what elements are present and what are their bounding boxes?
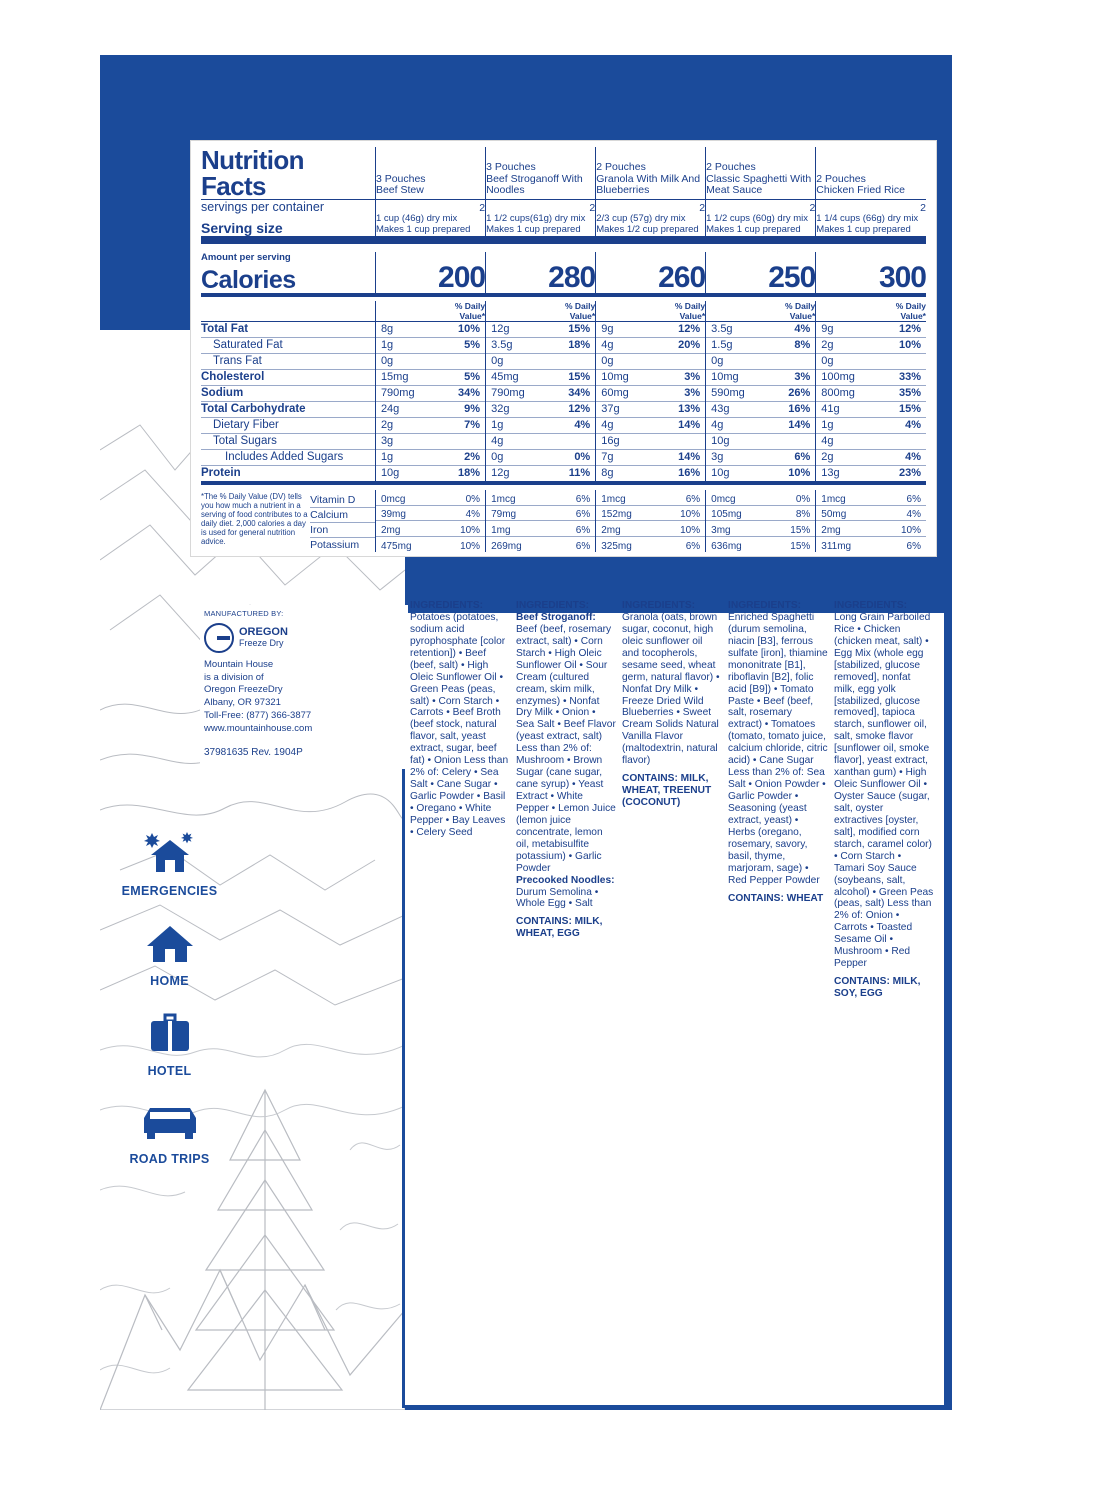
col3-servings: 2 [766,200,816,215]
value: 1mcg [816,490,876,505]
value: 1g [486,418,546,434]
pct [656,354,706,370]
ingredients-subheading: Beef Stroganoff: [516,611,596,623]
col0-pouches: 3 Pouches [375,172,426,185]
table-row [201,370,926,386]
value: 152mg [596,505,656,521]
col0-name: Beef Stew [375,184,424,197]
pct: 6% [546,537,596,552]
value: 0g [706,354,766,370]
value: 2g [375,418,435,434]
pct [656,434,706,450]
brand-name-sub: Freeze Dry [239,637,284,648]
column-header-1 [486,147,596,200]
road-trips-icon [138,1100,202,1144]
ingredients-body-2: Durum Semolina • Whole Egg • Salt [516,886,599,910]
value: 269mg [486,537,546,552]
value: 2mg [816,521,876,537]
icon-road-trips [112,1100,227,1166]
pct: 10% [656,521,706,537]
value: 1mcg [596,490,656,505]
table-row [201,434,926,450]
daily-value-footnote: *The % Daily Value (DV) tells you how much a nutrient in a serving of food contributes to a daily diet. 2,000 calories a day is used for general nutrition advice. [201,491,308,546]
value: 2mg [596,521,656,537]
value: 0g [486,450,546,466]
pct [546,434,596,450]
pct: 18% [458,467,481,480]
column-header-2 [596,147,706,200]
calories-label: Calories [201,265,296,294]
table-row [201,418,926,434]
ingredients-subheading-2: Precooked Noodles: [516,874,615,886]
icon-hotel [112,1010,227,1078]
pct: 12% [568,403,591,416]
pct: 18% [568,339,591,352]
value: 16g [596,434,656,450]
pct [436,354,486,370]
pct [876,354,926,370]
vitamin-name: Vitamin D [310,493,375,508]
value: 325mg [596,537,656,552]
pct: 10% [436,521,486,537]
value: 15mg [375,370,435,386]
icon-emergencies [112,830,227,898]
value: 8g [375,322,435,338]
address-line: is a division of [204,671,264,683]
address-line: Albany, OR 97321 [204,697,281,709]
pct: 3% [684,387,701,400]
col4-pouches: 2 Pouches [816,172,866,185]
value: 45mg [486,370,546,386]
value: 10mg [706,370,766,386]
table-row [201,402,926,418]
value: 10mg [596,370,656,386]
contains-statement: CONTAINS: MILK, SOY, EGG [834,976,921,999]
table-row [201,466,926,483]
value: 10g [706,466,766,483]
value: 3g [375,434,435,450]
value: 1mg [486,521,546,537]
col1-serving-size: 1 1/2 cups(61g) dry mix Makes 1 cup prepared [486,214,596,240]
pct: 5% [464,339,481,352]
icon-label-home: HOME [150,974,189,988]
pct: 7% [464,419,481,432]
ingredients-body: Enriched Spaghetti (durum semolina, niacin [B3], ferrous sulfate [iron], thiamine mononitrate [B1], riboflavin [B2], folic acid [B9]) • Tomato Paste • Beef (beef, salt, rosemary extract) • Tomatoes (tomato, tomato juice, calcium chloride, citric acid) • Cane Sugar Less than 2% of: Sea Salt • Onion Powder • Garlic Powder • Seasoning (yeast extract, yeast) • Herbs (oregano, rosemary, savory, basil, thyme, marjoram, sage) • Red Pepper Powder [728,611,828,886]
manufacturer-block [200,605,408,769]
ingredients-body: Granola (oats, brown sugar, coconut, high oleic sunflower oil and tocopherols, sesame seed, wheat germ, natural flavor) • Nonfat Dry Milk • Freeze Dried Wild Blueberries • Sweet Cream Solids Natural Vanilla Flavor (maltodextrin, natural flavor) [622,611,720,767]
pct: 12% [898,323,921,336]
value: 1g [375,338,435,354]
dv-header-2: % Daily Value* [674,300,706,321]
table-row [201,354,926,370]
value: 4g [816,434,876,450]
pct: 15% [568,323,591,336]
value: 13g [816,466,876,483]
value: 37g [596,402,656,418]
dv-header-4: % Daily Value* [895,300,926,321]
column-header-4 [816,147,926,200]
value: 4g [486,434,546,450]
nutrient-name: Trans Fat [213,355,262,368]
col3-pouches: 2 Pouches [706,160,756,173]
ingredients-column-beef-stroganoff [516,600,622,1000]
pct [876,434,926,450]
col3-calories: 250 [768,260,816,294]
pct: 3% [684,371,701,384]
nutrient-name: Total Sugars [213,435,277,448]
ingredients-heading: INGREDIENTS: [410,600,484,611]
table-row [201,322,926,338]
value: 60mg [596,386,656,402]
table-row [201,450,926,466]
pct [436,434,486,450]
column-header-3 [706,147,816,200]
col1-name: Beef Stroganoff With Noodles [486,172,583,197]
use-case-icons [112,830,227,1188]
value: 8g [596,466,656,483]
servings-per-container-label: servings per container [201,200,375,215]
emergencies-icon [143,830,197,876]
nutrition-facts-panel [190,140,937,557]
col2-calories: 260 [658,260,706,294]
value: 10g [706,434,766,450]
value: 12g [486,322,546,338]
value: 3mg [706,521,766,537]
value: 0g [375,354,435,370]
value: 4g [596,338,656,354]
pct: 4% [905,451,921,464]
ingredients-heading: INGREDIENTS: [834,600,908,611]
address-line: Mountain House [204,658,274,670]
pct: 34% [568,387,591,400]
value: 0mcg [375,490,435,505]
pct: 11% [568,467,591,480]
dv-header-1: % Daily Value* [564,300,596,321]
value: 0g [596,354,656,370]
value: 2g [816,450,876,466]
value: 4g [596,418,656,434]
pct: 23% [898,467,921,480]
pct: 3% [794,371,811,384]
pct: 15% [568,371,591,384]
nutrient-name: Protein [201,467,241,480]
col0-calories: 200 [438,260,486,294]
col2-servings: 2 [656,200,706,215]
value: 2g [816,338,876,354]
value: 475mg [375,537,435,552]
pct [546,354,596,370]
nutrient-name: Includes Added Sugars [225,451,344,464]
nutrient-name: Sodium [201,387,244,400]
pct: 4% [574,419,591,432]
value: 800mg [816,386,876,402]
dv-header-0: % Daily Value* [454,300,486,321]
value: 105mg [706,505,766,521]
col2-name: Granola With Milk And Blueberries [596,172,701,197]
pct: 15% [766,521,816,537]
icon-label-road-trips: ROAD TRIPS [129,1152,210,1166]
pct [766,434,816,450]
nutrition-facts-table [201,147,926,552]
col4-servings: 2 [876,200,926,215]
ingredients-column-beef-stew [410,600,516,1000]
value: 2mg [375,521,435,537]
pct: 6% [546,521,596,537]
col4-serving-size: 1 1/4 cups (66g) dry mix Makes 1 cup prepared [816,214,926,240]
phone-line: Toll-Free: (877) 366-3877 [204,710,312,721]
value: 9g [596,322,656,338]
value: 100mg [816,370,876,386]
amount-per-serving-label: Amount per serving [201,251,291,263]
hotel-icon [143,1010,197,1056]
contains-statement: CONTAINS: MILK, WHEAT, TREENUT (COCONUT) [622,773,712,808]
pct: 4% [876,505,926,521]
pct: 6% [876,537,926,552]
pct: 6% [794,451,811,464]
pct: 6% [656,537,706,552]
icon-home [112,920,227,988]
value: 41g [816,402,876,418]
value: 10g [375,466,435,483]
ingredients-body: Beef (beef, rosemary extract, salt) • Corn Starch • High Oleic Sunflower Oil • Sour Cream (cultured cream, skim milk, enzymes) • Nonfat Dry Milk • Onion • Sea Salt • Beef Flavor (yeast extract, salt) Less than 2% of: Mushroom • Brown Sugar (cane sugar, cane syrup) • Yeast Extract • White Pepper • Lemon Juice (lemon juice concentrate, lemon oil, metabisulfite potassium) • Garlic Powder [516,623,616,874]
col2-serving-size: 2/3 cup (57g) dry mix Makes 1/2 cup prepared [596,214,706,240]
pct: 16% [788,403,811,416]
pct: 12% [678,323,701,336]
brand-name [239,627,288,648]
dv-header-3: % Daily Value* [785,300,816,321]
col1-pouches: 3 Pouches [486,160,536,173]
pct: 10% [788,467,811,480]
value: 1mcg [486,490,546,505]
pct: 6% [906,493,921,505]
pct: 8% [766,505,816,521]
pct: 0% [795,493,811,505]
pct: 10% [898,339,921,352]
pct: 15% [766,537,816,552]
icon-label-hotel: HOTEL [147,1064,192,1078]
col4-name: Chicken Fried Rice [816,184,905,197]
pct: 20% [678,339,701,352]
pct: 6% [546,505,596,521]
page-title: Nutrition Facts [201,145,304,201]
value: 7g [596,450,656,466]
ingredients-body: Potatoes (potatoes, sodium acid pyrophosphate [color retention]) • Beef (beef, salt) • High Oleic Sunflower Oil • Green Peas (peas, salt) • Corn Starch • Carrots • Beef Broth (beef stock, natural flavor, salt, yeast extract, sugar, beef fat) • Onion Less than 2% of: Celery • Sea Salt • Cane Sugar • Garlic Powder • Basil • Oregano • White Pepper • Bay Leaves • Celery Seed [410,611,509,838]
pct [766,354,816,370]
col3-serving-size: 1 1/2 cups (60g) dry mix Makes 1 cup prepared [706,214,816,240]
pct: 14% [678,451,701,464]
value: 9g [816,322,876,338]
ingredients-columns [410,600,940,1000]
table-row [201,338,926,354]
value: 39mg [375,505,435,521]
value: 1.5g [706,338,766,354]
pct: 5% [464,371,481,384]
contains-statement: CONTAINS: WHEAT [728,892,824,904]
pct: 15% [898,403,921,416]
value: 12g [486,466,546,483]
pct: 16% [678,467,701,480]
value: 0g [816,354,876,370]
pct: 10% [876,521,926,537]
pct: 0% [465,493,481,505]
col3-name: Classic Spaghetti With Meat Sauce [706,172,812,197]
value: 3.5g [486,338,546,354]
value: 1g [375,450,435,466]
pct: 2% [464,451,481,464]
pct: 4% [436,505,486,521]
col1-servings: 2 [546,200,596,215]
col0-serving-size: 1 cup (46g) dry mix Makes 1 cup prepared [375,214,485,240]
value: 590mg [706,386,766,402]
value: 636mg [706,537,766,552]
pct: 33% [898,371,921,384]
column-header-0 [375,147,485,200]
pct: 13% [678,403,701,416]
pct: 0% [574,451,591,464]
oregon-freeze-dry-logo-icon [204,623,234,653]
pct: 4% [794,323,811,336]
home-icon [143,920,197,966]
pct: 34% [458,387,481,400]
nutrient-name: Dietary Fiber [213,419,279,432]
value: 32g [486,402,546,418]
ingredients-heading: INGREDIENTS: [516,600,590,611]
pct: 35% [898,387,921,400]
ingredients-column-spaghetti [728,600,834,1000]
ingredients-heading: INGREDIENTS: [622,600,696,611]
col0-servings: 2 [436,200,486,215]
nutrient-name: Saturated Fat [213,339,283,352]
pct: 9% [464,403,481,416]
pct: 14% [788,419,811,432]
revision-code: 37981635 Rev. 1904P [204,746,303,758]
value: 3.5g [706,322,766,338]
nutrient-name: Cholesterol [201,371,265,384]
ingredients-column-granola [622,600,728,1000]
ingredients-body: Long Grain Parboiled Rice • Chicken (chicken meat, salt) • Egg Mix (whole egg [stabilized, glucose removed], nonfat milk, egg yolk [stabilized, glucose removed], tapioca starch, sunflower oil, salt, smoke flavor [sunflower oil, smoke flavor], yeast extract, xanthan gum) • High Oleic Sunflower Oil • Oyster Sauce (sugar, salt, oyster extractives [oyster, salt], modified corn starch, caramel color) • Corn Starch • Tamari Soy Sauce (soybeans, salt, alcohol) • Green Peas (peas, salt) Less than 2% of: Onion • Carrots • Toasted Sesame Oil • Mushroom • Red Pepper [834,611,934,970]
table-row [201,386,926,402]
value: 790mg [486,386,546,402]
pct: 10% [458,323,481,336]
nutrient-name: Total Fat [201,323,249,336]
col4-calories: 300 [878,260,926,294]
value: 79mg [486,505,546,521]
value: 43g [706,402,766,418]
value: 4g [706,418,766,434]
vitamin-name: Calcium [310,508,375,523]
website-link[interactable]: www.mountainhouse.com [204,722,313,734]
address-block [204,659,404,736]
serving-size-label: Serving size [201,219,283,236]
icon-label-emergencies: EMERGENCIES [121,884,218,898]
pct: 26% [788,387,811,400]
value: 790mg [375,386,435,402]
value: 50mg [816,505,876,521]
vitamin-name: Potassium [310,538,360,551]
ingredients-heading: INGREDIENTS: [728,600,802,611]
pct: 6% [685,493,701,505]
value: 3g [706,450,766,466]
value: 0g [486,354,546,370]
nutrient-name: Total Carbohydrate [201,403,306,416]
pct: 8% [794,339,811,352]
value: 1g [816,418,876,434]
pct: 10% [436,537,486,552]
col1-calories: 280 [548,260,596,294]
manufactured-by-label: MANUFACTURED BY: [204,609,284,618]
value: 0mcg [706,490,766,505]
value: 24g [375,402,435,418]
address-line: Oregon FreezeDry [204,684,283,696]
pct: 10% [656,505,706,521]
pct: 4% [905,419,921,432]
pct: 6% [575,493,591,505]
brand-name-main: OREGON [239,626,288,639]
vitamin-name: Iron [310,523,375,538]
value: 311mg [816,537,876,552]
contains-statement: CONTAINS: MILK, WHEAT, EGG [516,916,603,940]
pct: 14% [678,419,701,432]
ingredients-column-chicken-fried-rice [834,600,940,1000]
col2-pouches: 2 Pouches [596,160,646,173]
